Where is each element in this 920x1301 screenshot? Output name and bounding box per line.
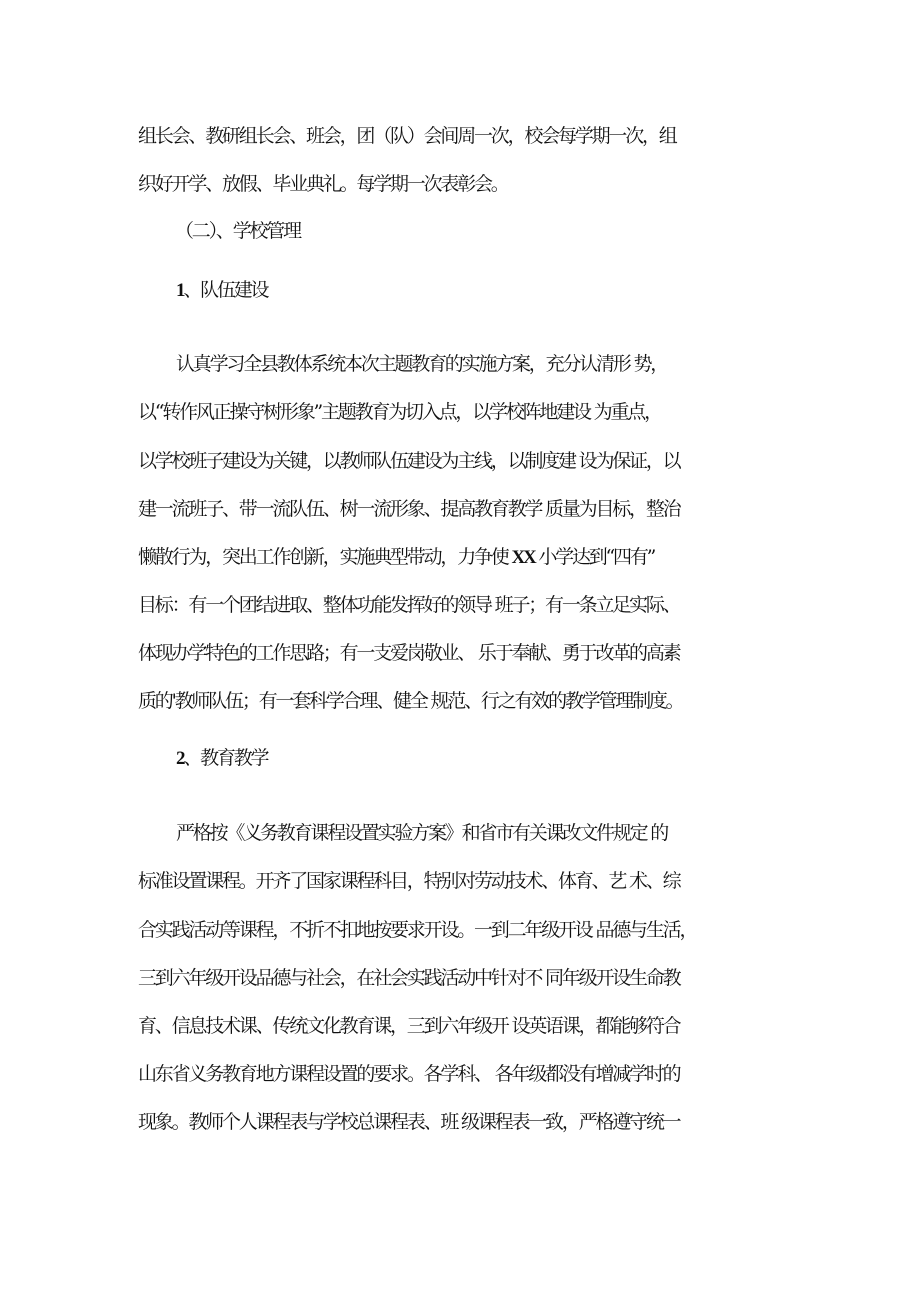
text-segment: 懒散行为，突出工作创新，实施典型带动，力争使 [138,546,512,568]
body-text-line: 山东省义务教育地方课程设置的要求。各学科、 各年级都没有增减学时的 [138,1063,680,1085]
section-heading: （二）、学校管理 [175,220,300,242]
heading-text: 、队伍建设 [183,279,268,301]
body-text-line: 组长会、教研组长会、班会，团（队）会间周一次，校会每学期一次，组 [138,125,676,147]
subsection-heading [176,746,836,771]
body-text-line: 以学校班子建设为关键，以教师队伍建设为主线，以制度建 设为保证，以 [138,450,680,472]
body-text-line: 体现办学特色的工作思路；有一支爱岗敬业、 乐于奉献、勇于改革的高素 [138,642,680,664]
body-text-line: 以“转作风正操守树形象”主题教育为切入点，以学校阵地建设 为重点， [138,401,661,423]
body-text-line: 标准设置课程。开齐了国家课程科目，特别对劳动技术、体育、艺 术、综 [138,870,680,892]
body-text-line: 合实践活动等课程，不折不扣地按要求开设。一到二年级开设 品德与生活， [138,919,697,941]
body-text-line: 目标：有一个团结进取、整体功能发挥好的领导 班子；有一条立足实际、 [138,594,680,616]
text-segment: 小学达到“四有” [534,546,655,568]
body-text-line: 认真学习全县教体系统本次主题教育的实施方案，充分认清形 势， [176,353,668,375]
heading-text: 、教育教学 [183,747,268,769]
body-text-line: 建一流班子、带一流队伍、树一流形象、提高教育教学 质量为目标，整治 [138,498,680,520]
heading-number: 1 [176,280,184,301]
body-text-line [138,545,798,570]
body-text-line: 现象。教师个人课程表与学校总课程表、班 级课程表一致，严格遵守统一 [138,1111,680,1133]
body-text-line: 三到六年级开设品德与社会，在社会实践活动中针对不 同年级开设生命教 [138,967,680,989]
heading-number: 2 [176,748,184,769]
subsection-heading [176,278,836,303]
body-text-line: 质的'教师队伍；有一套科学合理、健全 规范、行之有效的教学管理制度。 [138,690,683,712]
body-text-line: 育、信息技术课、传统文化教育课，三到六年级开 设英语课，都能够符合 [138,1015,680,1037]
body-text-line: 严格按《义务教育课程设置实验方案》和省市有关课改文件规定 的 [176,822,668,844]
school-name-placeholder: XX [511,547,535,568]
body-text-line: 织好开学、放假、毕业典礼。每学期一次表彰会。 [138,173,508,195]
